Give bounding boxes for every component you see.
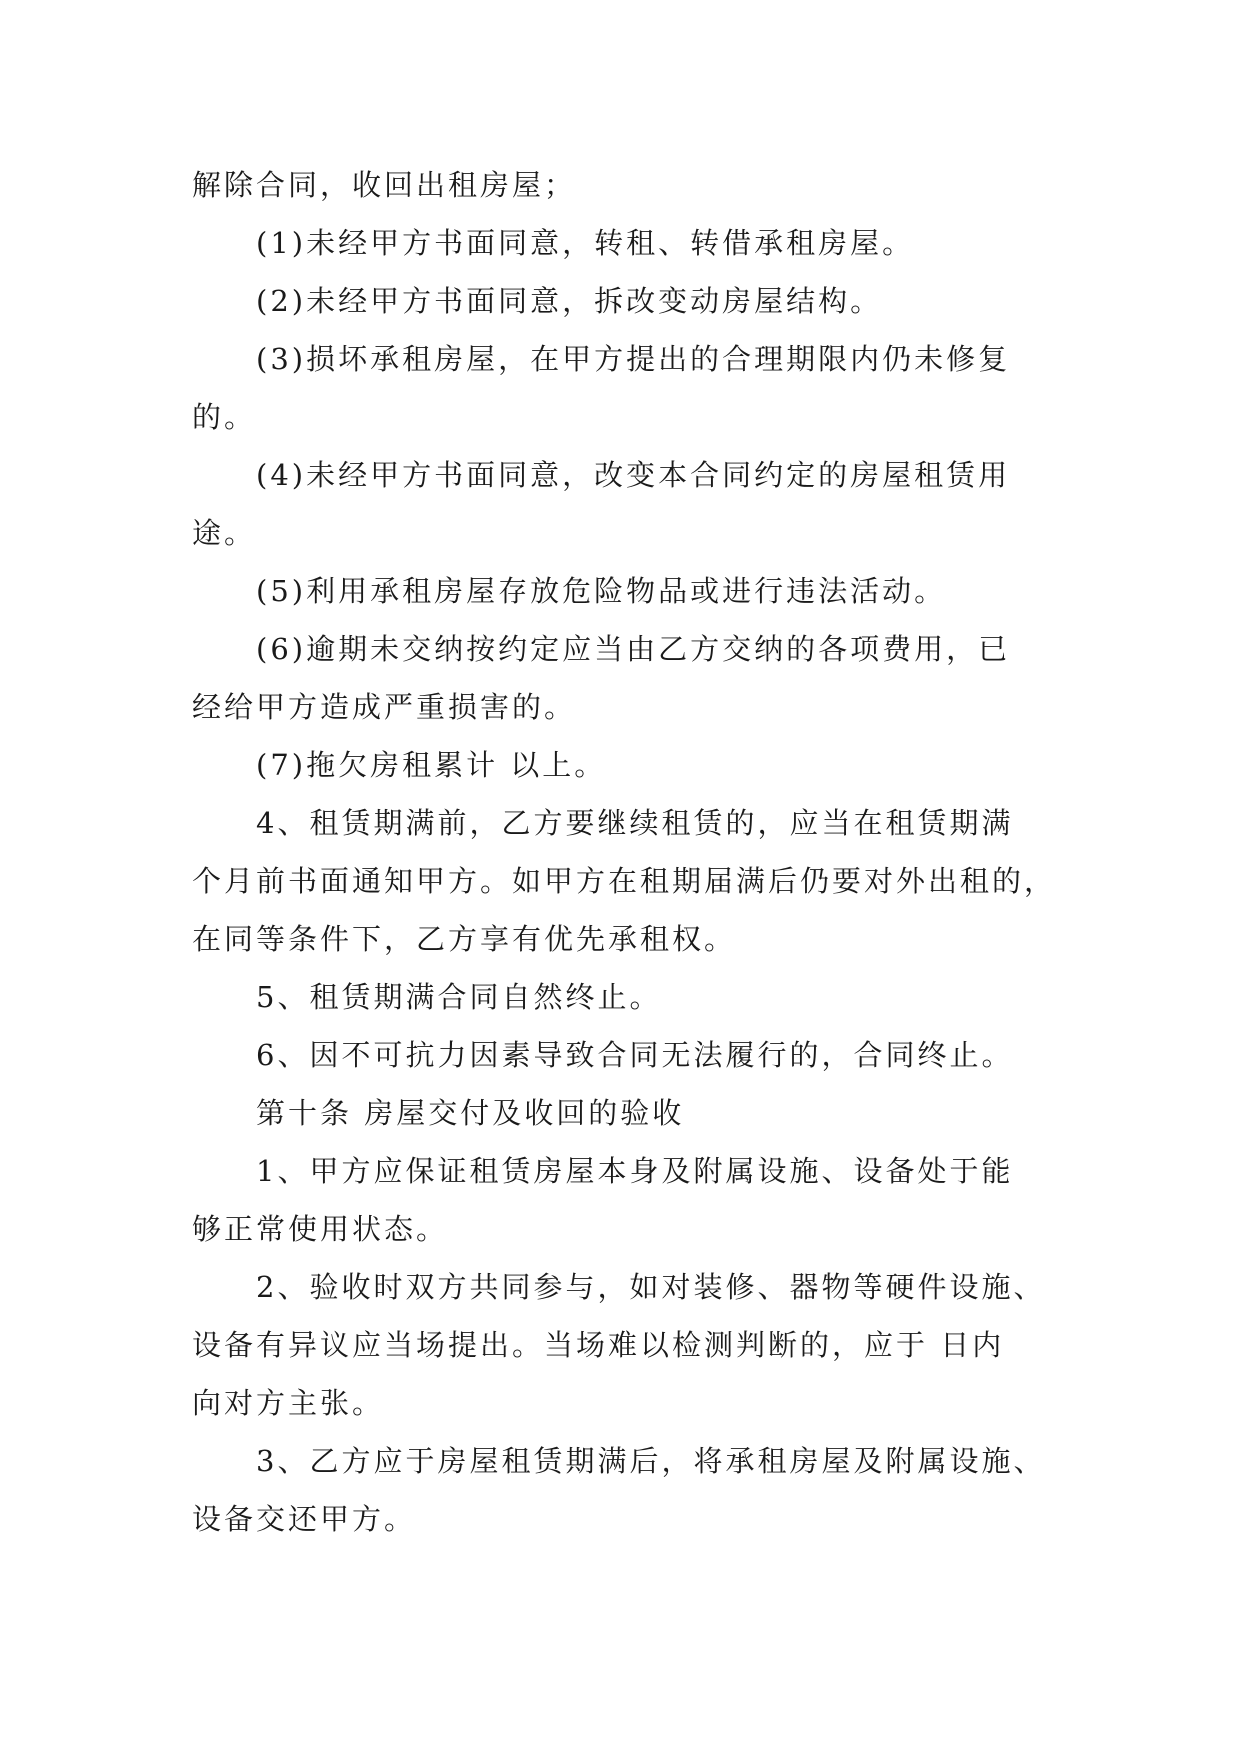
text-line: 3、乙方应于房屋租赁期满后，将承租房屋及附属设施、 bbox=[256, 1444, 1046, 1478]
text-line: (4)未经甲方书面同意，改变本合同约定的房屋租赁用 bbox=[256, 458, 1011, 492]
text-line: 向对方主张。 bbox=[192, 1386, 385, 1420]
text-line: (1)未经甲方书面同意，转租、转借承租房屋。 bbox=[256, 226, 915, 260]
text-line: (7)拖欠房租累计 以上。 bbox=[256, 748, 607, 782]
text-line: (2)未经甲方书面同意，拆改变动房屋结构。 bbox=[256, 284, 883, 318]
section-heading: 第十条 房屋交付及收回的验收 bbox=[256, 1096, 685, 1130]
text-line: 设备有异议应当场提出。当场难以检测判断的，应于 日内 bbox=[192, 1328, 1005, 1362]
text-line: 1、甲方应保证租赁房屋本身及附属设施、设备处于能 bbox=[256, 1154, 1014, 1188]
text-line: 在同等条件下，乙方享有优先承租权。 bbox=[192, 922, 737, 956]
text-line: 设备交还甲方。 bbox=[192, 1502, 417, 1536]
text-line: 4、租赁期满前，乙方要继续租赁的，应当在租赁期满 bbox=[256, 806, 1014, 840]
text-line: 够正常使用状态。 bbox=[192, 1212, 449, 1246]
text-line: 个月前书面通知甲方。如甲方在租期届满后仍要对外出租的， bbox=[192, 864, 1057, 898]
text-line: 2、验收时双方共同参与，如对装修、器物等硬件设施、 bbox=[256, 1270, 1046, 1304]
text-line: (3)损坏承租房屋，在甲方提出的合理期限内仍未修复 bbox=[256, 342, 1011, 376]
text-line: 6、因不可抗力因素导致合同无法履行的，合同终止。 bbox=[256, 1038, 1014, 1072]
text-line: (6)逾期未交纳按约定应当由乙方交纳的各项费用，已 bbox=[256, 632, 1011, 666]
text-line: 的。 bbox=[192, 400, 257, 434]
text-line: 途。 bbox=[192, 516, 257, 550]
text-line: 5、租赁期满合同自然终止。 bbox=[256, 980, 662, 1014]
text-line: 解除合同，收回出租房屋； bbox=[192, 168, 577, 202]
text-line: (5)利用承租房屋存放危险物品或进行违法活动。 bbox=[256, 574, 947, 608]
text-line: 经给甲方造成严重损害的。 bbox=[192, 690, 577, 724]
